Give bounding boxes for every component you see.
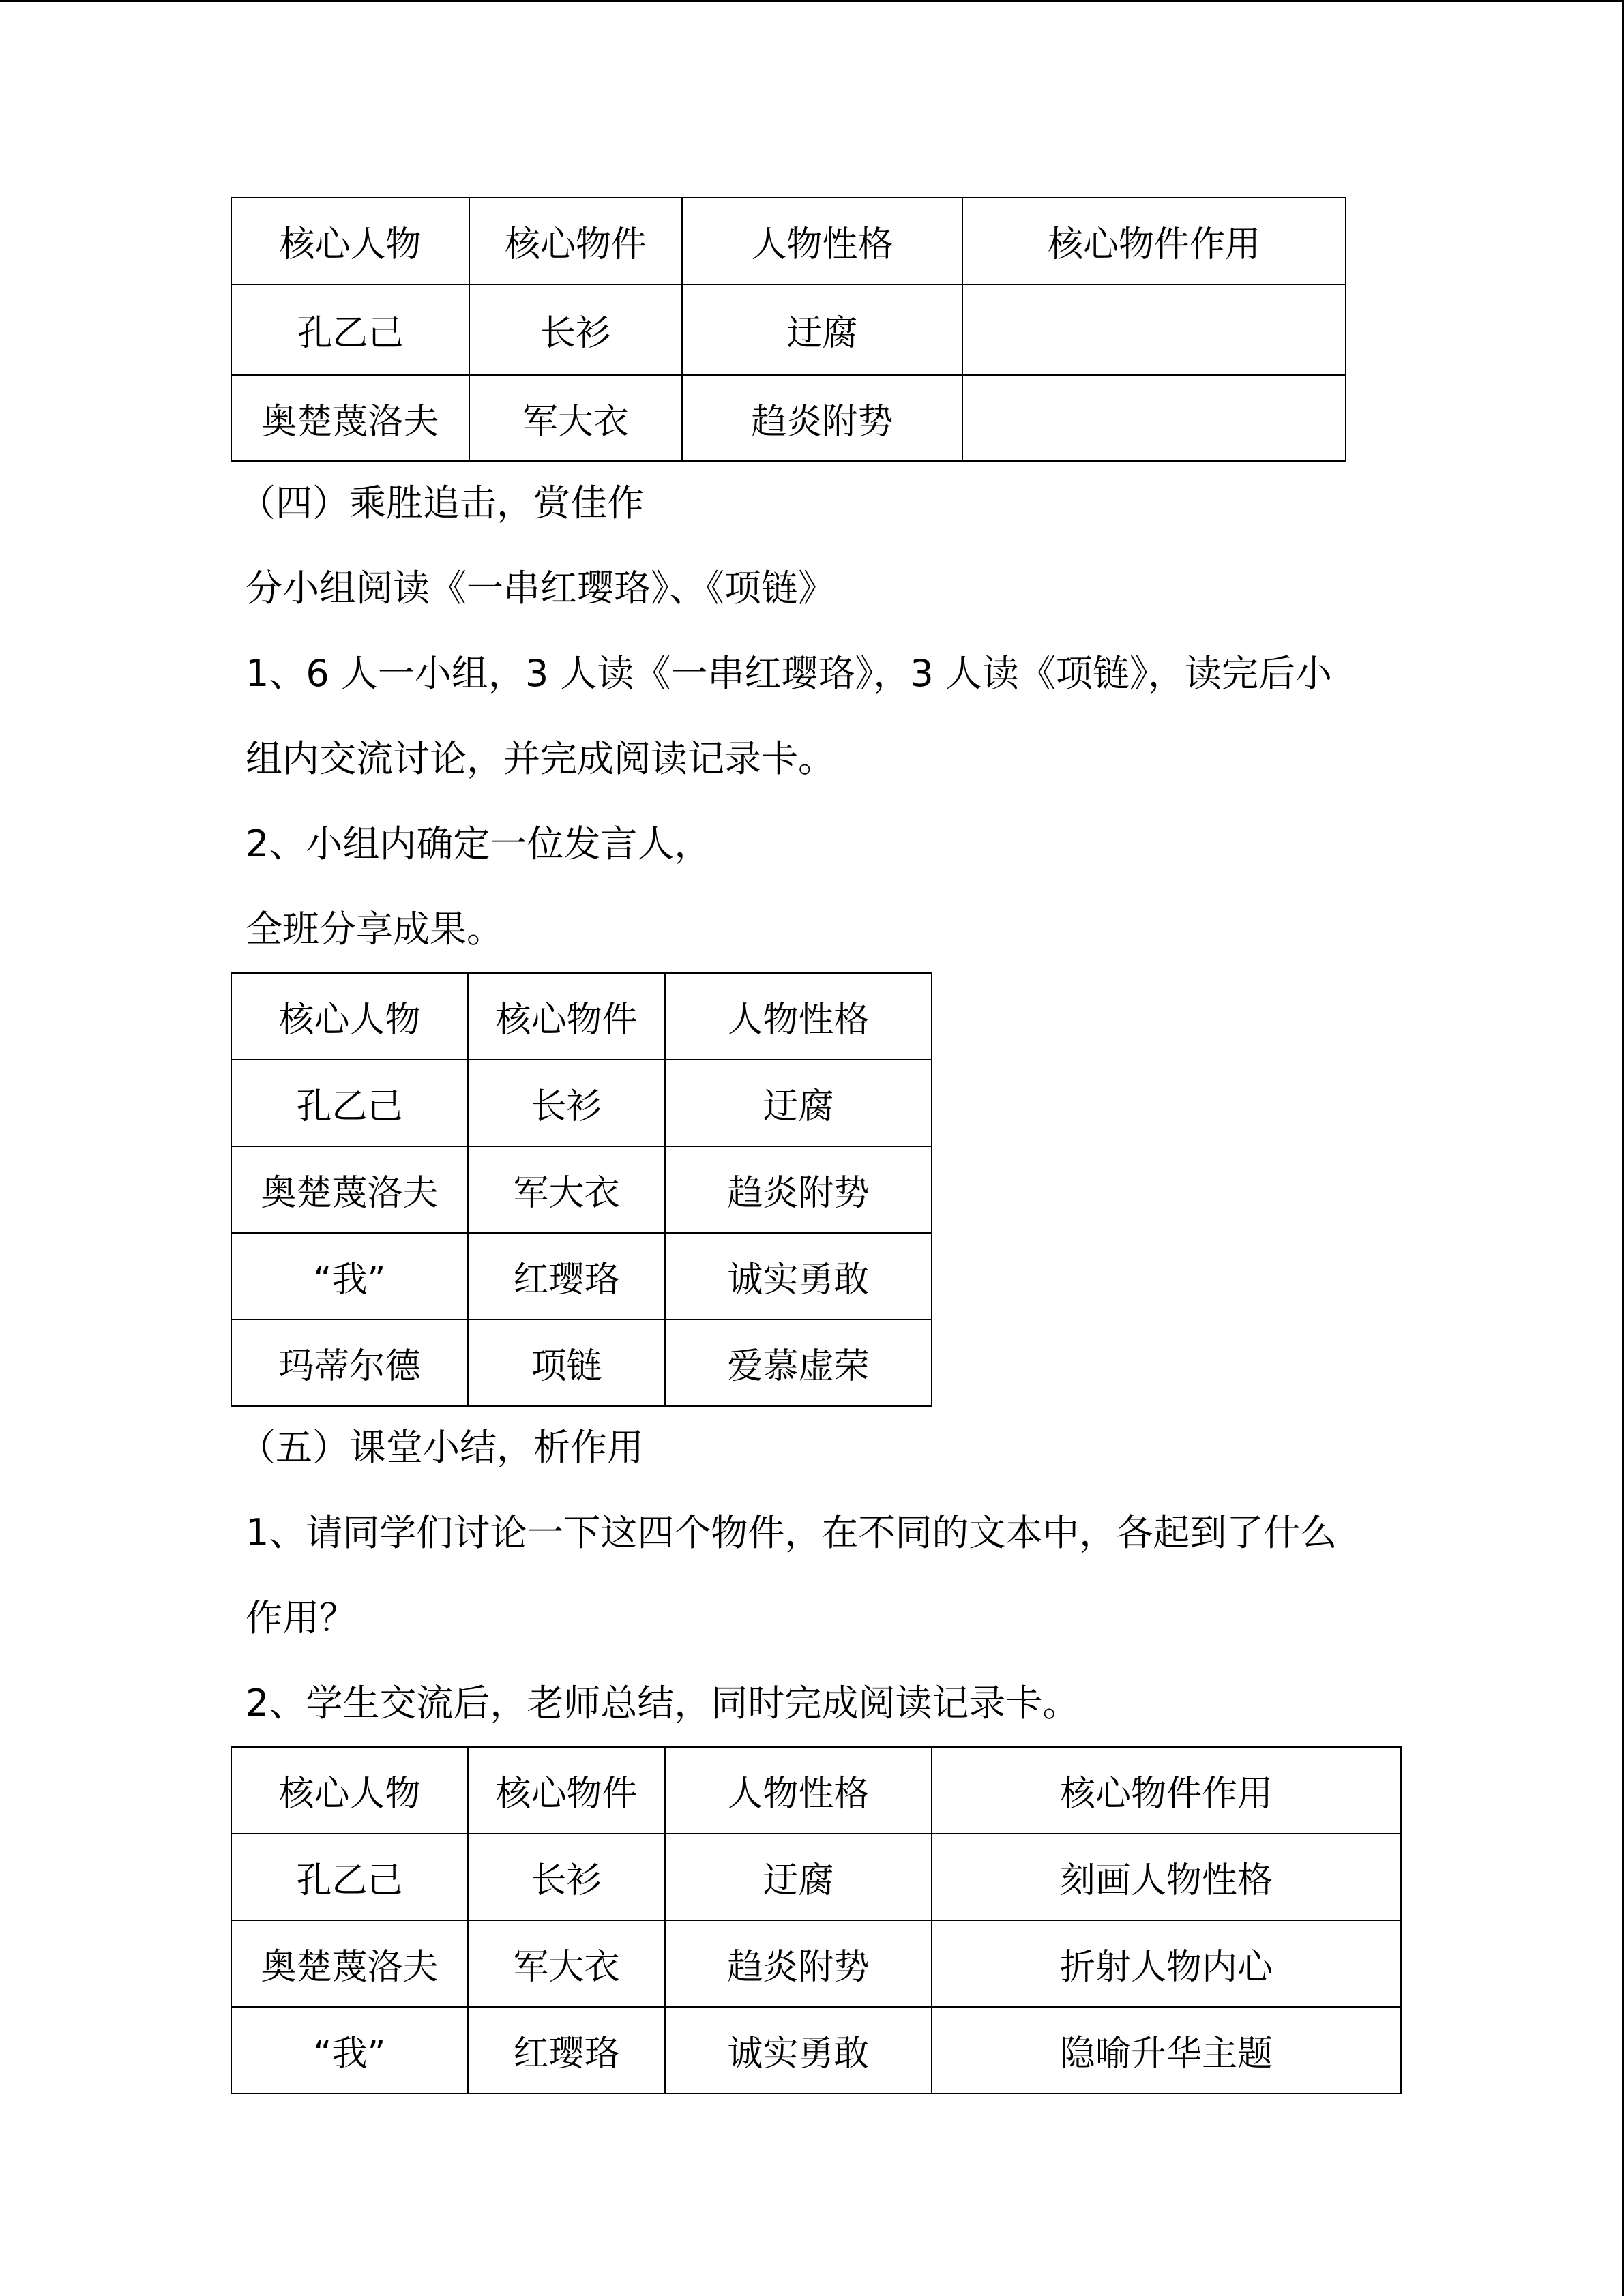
table-row — [231, 375, 1346, 461]
table-cell: 刻画人物性格 — [932, 1834, 1401, 1920]
table-cell: 奥楚蔑洛夫 — [231, 1920, 468, 2007]
table-cell: 趋炎附势 — [665, 1146, 932, 1233]
section-5-step-2: 2、学生交流后，老师总结，同时完成阅读记录卡。 — [246, 1682, 1080, 1725]
table-cell: 玛蒂尔德 — [231, 1320, 468, 1406]
table-cell: 军大衣 — [468, 1920, 665, 2007]
section-4-heading: （四）乘胜追击，赏佳作 — [239, 481, 644, 524]
table-cell: “我” — [231, 1233, 468, 1320]
table-cell: 奥楚蔑洛夫 — [231, 375, 469, 461]
section-4-step-1-line-1: 1、6 人一小组，3 人读《一串红璎珞》，3 人读《项链》，读完后小 — [246, 652, 1332, 695]
table-cell — [962, 375, 1346, 461]
table-cell: 孔乙己 — [231, 1060, 468, 1146]
table-cell: 趋炎附势 — [665, 1920, 932, 2007]
header-cell: 核心物件 — [468, 1747, 665, 1834]
table-row — [231, 1920, 1401, 2007]
table-row — [231, 1834, 1401, 1920]
table-cell: 项链 — [468, 1320, 665, 1406]
table-cell: 孔乙己 — [231, 1834, 468, 1920]
reading-record-table-2 — [231, 972, 932, 1407]
table-cell: 长衫 — [468, 1834, 665, 1920]
table-cell: 折射人物内心 — [932, 1920, 1401, 2007]
section-4-step-2-line-1: 2、小组内确定一位发言人， — [246, 822, 711, 865]
section-4-step-2-line-2: 全班分享成果。 — [246, 908, 503, 951]
table-row — [231, 1233, 932, 1320]
page-top-border — [0, 0, 1624, 2]
section-5-step-1-line-1: 1、请同学们讨论一下这四个物件，在不同的文本中，各起到了什么 — [246, 1511, 1338, 1554]
table-cell: 红璎珞 — [468, 2007, 665, 2093]
table-cell — [962, 284, 1346, 375]
section-5-heading: （五）课堂小结，析作用 — [239, 1426, 644, 1469]
table-cell: 隐喻升华主题 — [932, 2007, 1401, 2093]
section-4-intro: 分小组阅读《一串红璎珞》、《项链》 — [246, 567, 835, 610]
table-header-row — [231, 1747, 1401, 1834]
table-cell: 趋炎附势 — [682, 375, 962, 461]
table-row — [231, 1320, 932, 1406]
section-5-step-1-line-2: 作用？ — [246, 1596, 356, 1639]
reading-record-table-1 — [231, 197, 1346, 462]
table-cell: 军大衣 — [469, 375, 682, 461]
table-cell: 长衫 — [469, 284, 682, 375]
header-cell: 人物性格 — [665, 1747, 932, 1834]
table-cell: 长衫 — [468, 1060, 665, 1146]
table-cell: 孔乙己 — [231, 284, 469, 375]
table-row — [231, 284, 1346, 375]
table-row — [231, 2007, 1401, 2093]
table-cell: 红璎珞 — [468, 1233, 665, 1320]
reading-record-table-3 — [231, 1746, 1402, 2094]
header-cell: 核心物件 — [468, 973, 665, 1060]
table-cell: 军大衣 — [468, 1146, 665, 1233]
table-row — [231, 1060, 932, 1146]
table-row — [231, 1146, 932, 1233]
header-cell: 核心物件作用 — [932, 1747, 1401, 1834]
table-cell: 迂腐 — [665, 1060, 932, 1146]
header-cell: 核心物件 — [469, 198, 682, 284]
header-cell: 核心人物 — [231, 973, 468, 1060]
table-cell: 诚实勇敢 — [665, 2007, 932, 2093]
table-cell: 迂腐 — [682, 284, 962, 375]
table-header-row — [231, 973, 932, 1060]
header-cell: 核心物件作用 — [962, 198, 1346, 284]
header-cell: 人物性格 — [665, 973, 932, 1060]
table-header-row — [231, 198, 1346, 284]
table-cell: “我” — [231, 2007, 468, 2093]
header-cell: 核心人物 — [231, 1747, 468, 1834]
table-cell: 爱慕虚荣 — [665, 1320, 932, 1406]
table-cell: 诚实勇敢 — [665, 1233, 932, 1320]
header-cell: 核心人物 — [231, 198, 469, 284]
section-4-step-1-line-2: 组内交流讨论，并完成阅读记录卡。 — [246, 737, 835, 780]
table-cell: 奥楚蔑洛夫 — [231, 1146, 468, 1233]
header-cell: 人物性格 — [682, 198, 962, 284]
table-cell: 迂腐 — [665, 1834, 932, 1920]
